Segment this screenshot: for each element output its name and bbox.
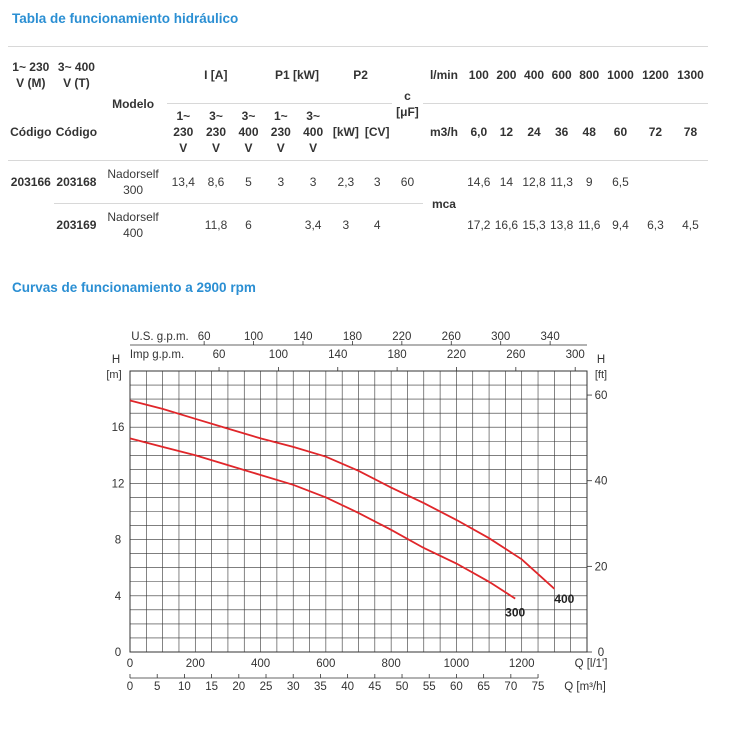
m3h-tick-label: 75: [531, 681, 545, 693]
row-i-1ph: [167, 204, 200, 247]
row-i-3ph-400: 5: [232, 161, 264, 204]
row-p2-cv: 3: [362, 161, 392, 204]
header-p2-cv: [CV]: [364, 125, 390, 139]
header-p1: P1 [kW]: [265, 47, 330, 104]
row-p2-kw: 2,3: [329, 161, 362, 204]
performance-curve-chart: [96, 322, 626, 702]
series-label-300: 300: [505, 605, 526, 620]
row-head-7: 4,5: [682, 217, 699, 232]
m3h-tick-label: 45: [368, 681, 382, 693]
row-head-3: 13,8: [549, 217, 574, 232]
row-head-7: [673, 161, 708, 204]
header-single-phase: 1~ 230 V (M): [8, 47, 54, 104]
ft-tick-label: 20: [594, 561, 608, 574]
impgpm-tick-label: 60: [212, 349, 226, 361]
usgpm-tick-label: 60: [197, 331, 211, 343]
series-label-400: 400: [554, 591, 575, 606]
header-p2-kw: [kW]: [332, 125, 359, 139]
row-head-3: 11,3: [548, 161, 576, 204]
flow-lmin-2: 400: [520, 47, 548, 104]
m3h-tick-label: 70: [504, 681, 518, 693]
impgpm-tick-label: 180: [387, 349, 407, 361]
m3h-tick-label: 5: [153, 681, 161, 693]
x-axis-label: Q [l/1']: [574, 658, 608, 670]
x-tick-label: 1200: [508, 658, 535, 670]
m3h-tick-label: 50: [395, 681, 409, 693]
curves-title: Curvas de funcionamiento a 2900 rpm: [12, 280, 256, 295]
usgpm-tick-label: 340: [540, 331, 560, 343]
table-row: [8, 204, 708, 247]
row-model: Nadorself 400: [99, 204, 167, 247]
x-tick-label: 400: [250, 658, 271, 670]
hydraulic-table-title: Tabla de funcionamiento hidráulico: [12, 11, 239, 26]
row-head-5: 9,4: [612, 217, 629, 232]
flow-m3h-4: 48: [582, 125, 596, 139]
m3h-tick-label: 25: [259, 681, 273, 693]
flow-lmin-7: 1300: [673, 47, 708, 104]
row-head-1: 14: [493, 161, 521, 204]
header-capacitor: c [μF]: [392, 47, 423, 161]
flow-m3h-3: 36: [554, 125, 569, 139]
m3h-tick-label: 0: [126, 681, 134, 693]
series-line-300: [130, 438, 515, 598]
header-p1-3ph-400: 3~ 400 V: [303, 109, 324, 155]
m3h-tick-label: 60: [450, 681, 463, 693]
impgpm-tick-label: 260: [506, 349, 526, 361]
y-axis-unit-label: [m]: [106, 369, 122, 381]
flow-m3h-2: 24: [527, 125, 541, 139]
header-p2: P2: [329, 47, 392, 104]
ft-tick-label: 0: [597, 647, 605, 659]
y-tick-label: 12: [111, 478, 125, 491]
flow-lmin-6: 1200: [638, 47, 673, 104]
flow-lmin-4: 800: [575, 47, 603, 104]
m3h-tick-label: 30: [286, 681, 300, 693]
header-code-t: Código: [55, 124, 98, 139]
ft-tick-label: 60: [594, 390, 608, 403]
mca-label: mca: [423, 161, 465, 247]
hydraulic-performance-table: [8, 46, 708, 246]
y-tick-label: 8: [114, 534, 122, 547]
flow-m3h-0: 6,0: [470, 125, 488, 139]
y-axis-h-label: H: [111, 354, 121, 366]
row-p2-cv: 4: [362, 204, 392, 247]
ft-tick-label: 40: [594, 475, 608, 488]
row-head-2: 12,8: [520, 161, 548, 204]
flow-m3h-5: 60: [613, 125, 628, 139]
row-code-t: 203168: [54, 161, 100, 204]
usgpm-tick-label: 100: [243, 331, 264, 343]
impgpm-tick-label: 220: [446, 349, 467, 361]
impgpm-tick-label: 300: [565, 349, 585, 361]
flow-m3h-1: 12: [499, 125, 514, 139]
header-m3h: m3/h: [429, 125, 458, 139]
y-tick-label: 0: [114, 647, 122, 659]
row-code-m: [8, 204, 54, 247]
m3h-tick-label: 35: [314, 681, 327, 693]
row-p1-3ph: 3: [297, 161, 329, 204]
x-tick-label: 600: [316, 658, 336, 670]
m3h-tick-label: 15: [205, 681, 219, 693]
row-code-t: 203169: [54, 204, 100, 247]
header-p1-1ph-230: 1~ 230 V: [270, 109, 291, 155]
row-capacitor: [392, 204, 423, 247]
m3h-tick-label: 20: [232, 681, 246, 693]
row-code-m: 203166: [8, 161, 54, 204]
impgpm-tick-label: 140: [328, 349, 348, 361]
row-p1-3ph: 3,4: [297, 204, 329, 247]
row-head-0: 17,2: [467, 217, 491, 232]
row-head-5: 6,5: [603, 161, 638, 204]
row-i-1ph: 13,4: [167, 161, 200, 204]
flow-lmin-5: 1000: [603, 47, 638, 104]
header-i-1ph-230: 1~ 230 V: [173, 109, 194, 155]
x-tick-label: 1000: [443, 658, 470, 670]
y-tick-label: 4: [114, 590, 122, 603]
impgpm-tick-label: 100: [268, 349, 288, 361]
row-p2-kw: 3: [329, 204, 362, 247]
row-p1-1ph: [265, 204, 297, 247]
m3h-tick-label: 40: [341, 681, 355, 693]
row-head-4: 9: [575, 161, 603, 204]
usgpm-tick-label: 300: [491, 331, 511, 343]
row-capacitor: 60: [392, 161, 423, 204]
flow-lmin-1: 200: [493, 47, 521, 104]
m3h-tick-label: 65: [477, 681, 491, 693]
row-i-3ph-230: 8,6: [200, 161, 233, 204]
row-p1-1ph: 3: [265, 161, 297, 204]
row-head-0: 14,6: [465, 161, 493, 204]
row-head-6: [638, 161, 673, 204]
y-tick-label: 16: [111, 422, 125, 435]
y-right-unit-label: [ft]: [594, 369, 608, 381]
row-i-3ph-230: 11,8: [200, 204, 233, 247]
usgpm-axis-label: U.S. g.p.m.: [131, 331, 189, 343]
flow-m3h-6: 72: [648, 125, 663, 139]
row-i-3ph-400: 6: [232, 204, 264, 247]
impgpm-axis-label: Imp g.p.m.: [129, 349, 185, 361]
header-lmin: l/min: [423, 47, 465, 104]
table-row: [8, 161, 708, 204]
usgpm-tick-label: 220: [392, 331, 412, 343]
x-tick-label: 0: [126, 658, 134, 670]
header-i-3ph-400: 3~ 400 V: [238, 109, 259, 155]
x-axis-label-m3h: Q [m³/h]: [564, 681, 606, 693]
header-i-3ph-230: 3~ 230 V: [206, 109, 227, 155]
usgpm-tick-label: 140: [293, 331, 313, 343]
flow-lmin-0: 100: [465, 47, 493, 104]
row-head-6: 6,3: [647, 217, 664, 232]
usgpm-tick-label: 260: [441, 331, 461, 343]
flow-m3h-7: 78: [683, 125, 698, 139]
m3h-tick-label: 10: [178, 681, 191, 693]
header-three-phase: 3~ 400 V (T): [54, 47, 100, 104]
y-right-h-label: H: [596, 354, 606, 366]
m3h-tick-label: 55: [422, 681, 436, 693]
x-tick-label: 200: [185, 658, 205, 670]
flow-lmin-3: 600: [548, 47, 576, 104]
row-model: Nadorself 300: [99, 161, 167, 204]
row-head-2: 15,3: [522, 217, 546, 232]
usgpm-tick-label: 180: [342, 331, 363, 343]
table-header-row-1: [8, 47, 708, 104]
header-current: I [A]: [167, 47, 265, 104]
header-code-m: Código: [10, 124, 52, 139]
series-layer: [130, 401, 575, 620]
x-tick-label: 800: [381, 658, 401, 670]
header-model: Modelo: [99, 47, 167, 161]
row-head-1: 16,6: [494, 217, 519, 232]
row-head-4: 11,6: [577, 217, 601, 232]
